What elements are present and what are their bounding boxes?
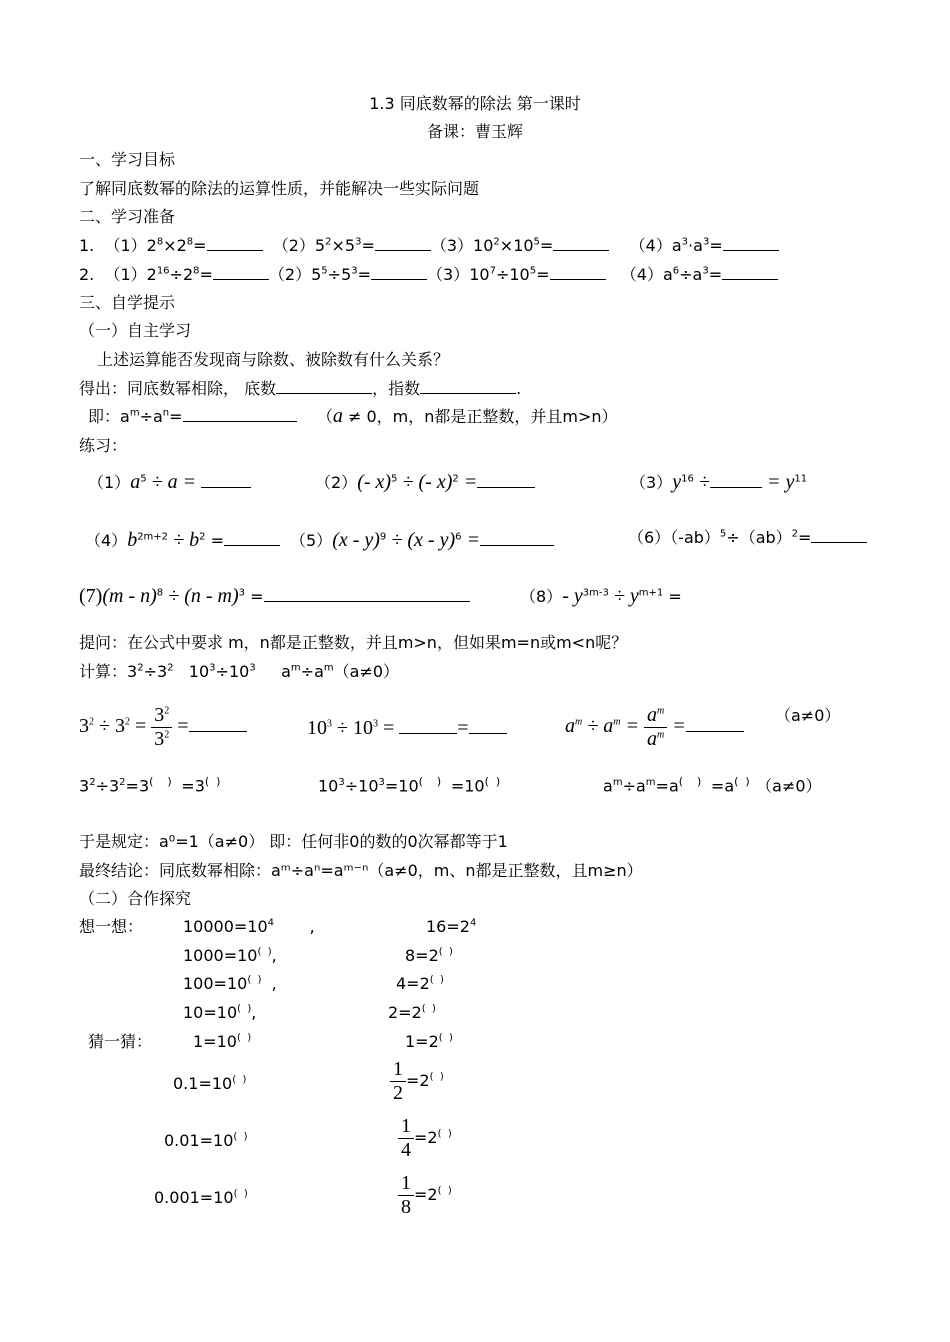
pow10-8: 0.001=10( ) xyxy=(154,1188,248,1207)
definition-line: 于是规定：a⁰=1（a≠0） 即：任何非0的数的0次幂都等于1 xyxy=(79,832,508,851)
pow10-6: 0.1=10( ) xyxy=(173,1074,247,1093)
exp-row-2: $10^3\div 10^3=10$( ) =10( ) xyxy=(318,775,501,796)
think-label: 想一想： xyxy=(79,917,144,936)
calc-line: 计算：$3^2\div 3^2$ $10^3\div 10^3$ $a^m\div a^m(a\ne 0)$ xyxy=(79,662,400,681)
practice-4: $(4)b^{2m+2} \div b^2$ = xyxy=(85,528,280,552)
calc-fraction-3: $a^m \div a^m$ = $\frac{a^m}{a^m}$ = xyxy=(565,704,744,751)
prep-row-2: 2. $(1)2^{16}\div 2^8= (2)5^5\div 5^3= (3)10^7\div 10^5=$ $(4)a^6\div a^3=$ xyxy=(79,265,778,284)
calc-fraction-1: $3^2 \div 3^2$ = $\frac{3^2}{3^2}$ = xyxy=(79,704,247,751)
pow2-3: 4=2( ) xyxy=(396,974,444,993)
guess-label: 猜一猜： xyxy=(88,1032,153,1051)
subsection-cooperate: （二）合作探究 xyxy=(79,889,192,908)
rule-line: 得出：同底数幂相除， 底数 ，指数 . xyxy=(79,379,522,398)
pow2-6: $\frac{1}{2}$ =2( ) xyxy=(390,1058,444,1105)
pow2-8: $\frac{1}{8}$ =2( ) xyxy=(398,1172,452,1219)
page-title: 1.3 同底数幂的除法 第一课时 xyxy=(369,94,581,113)
pow2-7: $\frac{1}{4}$ =2( ) xyxy=(398,1115,452,1162)
goal-text: 了解同底数幂的除法的运算性质，并能解决一些实际问题 xyxy=(79,179,480,198)
question-line: 上述运算能否发现商与除数、被除数有什么关系？ xyxy=(97,350,450,369)
exp-row-1: $3^2\div 3^2=3$( ) =3( ) xyxy=(79,775,221,796)
practice-1: $(1)a^5 \div a$ = xyxy=(88,470,251,494)
practice-3: $(3)y^{16}$ ÷ = $y^{11}$ xyxy=(630,471,808,493)
practice-5: （5）(x - y)$^9$ ÷ (x - y)$^6$ = xyxy=(290,528,554,552)
pow10-5: 1=10( ) xyxy=(193,1032,252,1051)
pow10-4: 10=10( ), xyxy=(183,1003,257,1022)
pow10-3: 100=10( ) , xyxy=(183,974,277,993)
practice-7: (7)(m - n)$^8$ ÷ (n - m)$^3$ = xyxy=(79,584,470,608)
pow10-7: 0.01=10( ) xyxy=(164,1131,248,1150)
conclusion-line: 最终结论：同底数幂相除：aᵐ÷aⁿ=aᵐ⁻ⁿ（a≠0，m、n都是正整数，且m≥n） xyxy=(79,861,643,880)
calc-fraction-2: $10^3 \div 10^3$ = = xyxy=(307,716,507,740)
question-ask: 提问：在公式中要求 m，n都是正整数，并且m>n，但如果m=n或m<n呢？ xyxy=(79,633,628,652)
pow2-5: 1=2( ) xyxy=(405,1032,453,1051)
pow10-2: 1000=10( ), xyxy=(183,946,277,965)
practice-2: （2）(- x)$^5$ ÷ (- x)$^2$ = xyxy=(315,470,535,494)
formula-line: 即：$a^m\div a^n=$ （a ≠ 0，m，n都是正整数，并且m>n） xyxy=(88,405,618,427)
subsection-self-study: （一）自主学习 xyxy=(79,321,192,340)
section-heading-prep: 二、学习准备 xyxy=(79,207,176,226)
pow2-1: $16=2^4$ xyxy=(426,917,477,936)
pow2-2: 8=2( ) xyxy=(405,946,453,965)
section-heading-goals: 一、学习目标 xyxy=(79,150,176,169)
practice-8: （8）- $y^{3m-3} \div y^{m+1}$ = xyxy=(520,585,682,607)
cond-ne0: （a≠0） xyxy=(775,706,841,725)
section-heading-hints: 三、自学提示 xyxy=(79,293,176,312)
practice-6: $(6)(-ab)^5\div(ab)^2=$ xyxy=(628,528,867,547)
practice-label: 练习： xyxy=(79,436,128,455)
pow2-4: 2=2( ) xyxy=(388,1003,436,1022)
exp-row-3: $a^m\div a^m=a$( ) =a( ) （a≠0） xyxy=(603,775,822,796)
prep-row-1: 1. $(1)2^8\times 2^8= (2)5^2\times 5^3= (3)10^2\times 10^5=$ $(4)a^3\cdot a^3=$ xyxy=(79,236,779,255)
author-line: 备课：曹玉辉 xyxy=(426,122,523,141)
pow10-1: $10000=10^4$ , xyxy=(183,917,315,936)
